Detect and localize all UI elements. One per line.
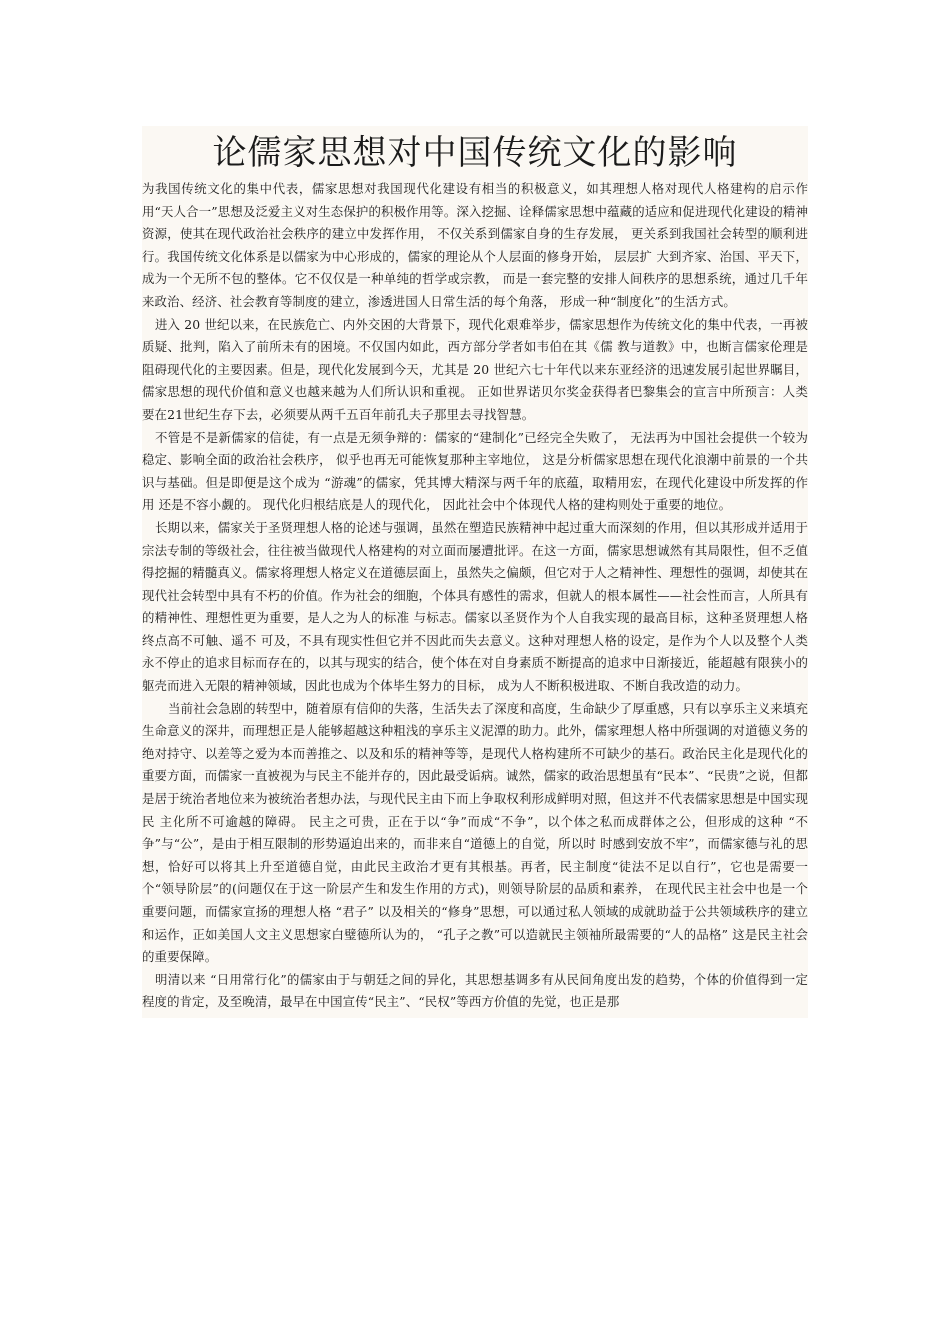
paragraph-2: 进入 20 世纪以来，在民族危亡、内外交困的大背景下，现代化艰难举步，儒家思想作为传统文化的集中代表，一再被质疑、批判，陷入了前所未有的困境。不仅国内如此，西方部分学者如韦伯在其《儒 教与道教》中，也断言儒家伦理是阻碍现代化的主要因素。但是，现代化发展到今天，尤其是 20 世纪六七十年代以来东亚经济的迅速发展引起世界瞩目， 儒家思想的现代价值和意义也越来越为人们所认识和重视。 正如世界诺贝尔奖金获得者巴黎集会的宣言中所预言：人类要在21世纪生存下去，必须要从两千五百年前孔夫子那里去寻找智慧。 (142, 316, 808, 422)
paragraph-4: 长期以来，儒家关于圣贤理想人格的论述与强调，虽然在塑造民族精神中起过重大而深刻的作用，但以其形成并适用于宗法专制的等级社会，往往被当做现代人格建构的对立面而屡遭批评。在这一方面，儒家思想诚然有其局限性，但不乏值得挖掘的精髓真义。儒家将理想人格定义在道德层面上，虽然失之偏颇，但它对于人之精神性、理想性的强调，却使其在现代社会转型中具有不朽的价值。作为社会的细胞，个体具有感性的需求，但就人的根本属性——社会性而言，人所具有的精神性、理想性更为重要，是人之为人的标准 与标志。儒家以圣贤作为个人自我实现的最高目标，这种圣贤理想人格终点高不可触、遥不 可及，不具有现实性但它并不因此而失去意义。这种对理想人格的设定，是作为个人以及整个人类永不停止的追求目标而存在的，以其与现实的结合，使个体在对自身素质不断提高的追求中日渐接近，能超越有限狭小的躯壳而进入无限的精神领域，因此也成为个体毕生努力的目标， 成为人不断积极进取、不断自我改造的动力。 (142, 519, 808, 694)
paragraph-6: 明清以来 “日用常行化”的儒家由于与朝廷之间的异化，其思想基调多有从民间角度出发的趋势，个体的价值得到一定程度的肯定，及至晚清，最早在中国宣传“民主”、“民权”等西方价值的先觉，也正是那 (142, 971, 808, 1010)
document-title: 论儒家思想对中国传统文化的影响 (212, 133, 738, 173)
paragraph-1: 为我国传统文化的集中代表，儒家思想对我国现代化建设有相当的积极意义，如其理想人格对现代人格建构的启示作用“天人合一”思想及泛爱主义对生态保护的积极作用等。深入挖掘、诠释儒家思想中蕴藏的适应和促进现代化建设的精神资源，使其在现代政治社会秩序的建立中发挥作用， 不仅关系到儒家自身的生存发展， 更关系到我国社会转型的顺利进行。我国传统文化体系是以儒家为中心形成的，儒家的理论从个人层面的修身开始， 层层扩 大到齐家、治国、平天下，成为一个无所不包的整体。它不仅仅是一种单纯的哲学或宗教， 而是一套完整的安排人间秩序的思想系统，通过几千年来政治、经济、社会教育等制度的建立，渗透进国人日常生活的每个角落， 形成一种“制度化”的生活方式。 (142, 181, 808, 309)
paragraph-5: 当前社会急剧的转型中，随着原有信仰的失落，生活失去了深度和高度，生命缺少了厚重感，只有以享乐主义来填充生命意义的深井，而理想正是人能够超越这种粗浅的享乐主义泥潭的助力。此外，儒家理想人格中所强调的对道德义务的绝对持守、以差等之爱为本而善推之、以及和乐的精神等等，是现代人格构建所不可缺少的基石。政治民主化是现代化的重要方面，而儒家一直被视为与民主不能并存的，因此最受诟病。诚然，儒家的政治思想虽有“民本”、“民贵”之说，但都是居于统治者地位来为被统治者想办法，与现代民主由下而上争取权利形成鲜明对照，但这并不代表儒家思想是中国实现民 主化所不可逾越的障碍。 民主之可贵，正在于以“争”而成“不争”，以个体之私而成群体之公，但形成的这种 “不争”与“公”，是由于相互限制的形势逼迫出来的，而非来自“道德上的自觉，所以时 时感到安放不牢”，而儒家德与礼的思想，恰好可以将其上升至道德自觉，由此民主政治才更有其根基。再者，民主制度“徒法不足以自行”，它也是需要一个“领导阶层”的(问题仅在于这一阶层产生和发生作用的方式)，则领导阶层的品质和素养， 在现代民主社会中也是一个重要问题，而儒家宣扬的理想人格 “君子” 以及相关的“修身”思想，可以通过私人领域的成就助益于公共领域秩序的建立和运作，正如美国人文主义思想家白璧德所认为的， “孔子之教”可以造就民主领袖所最需要的“人的品格” 这是民主社会的重要保障。 (142, 700, 808, 965)
paragraph-3: 不管是不是新儒家的信徒，有一点是无须争辩的：儒家的“建制化”已经完全失败了， 无法再为中国社会提供一个较为稳定、影响全面的政治社会秩序， 似乎也再无可能恢复那种主宰地位， 这是分析儒家思想在现代化浪潮中前景的一个共识与基础。但是即便是这个成为 “游魂”的儒家，凭其博大精深与两千年的底蕴，取精用宏，在现代化建设中所发挥的作用 还是不容小觑的。 现代化归根结底是人的现代化， 因此社会中个体现代人格的建构则处于重要的地位。 (142, 429, 808, 513)
document-page (142, 126, 808, 1018)
